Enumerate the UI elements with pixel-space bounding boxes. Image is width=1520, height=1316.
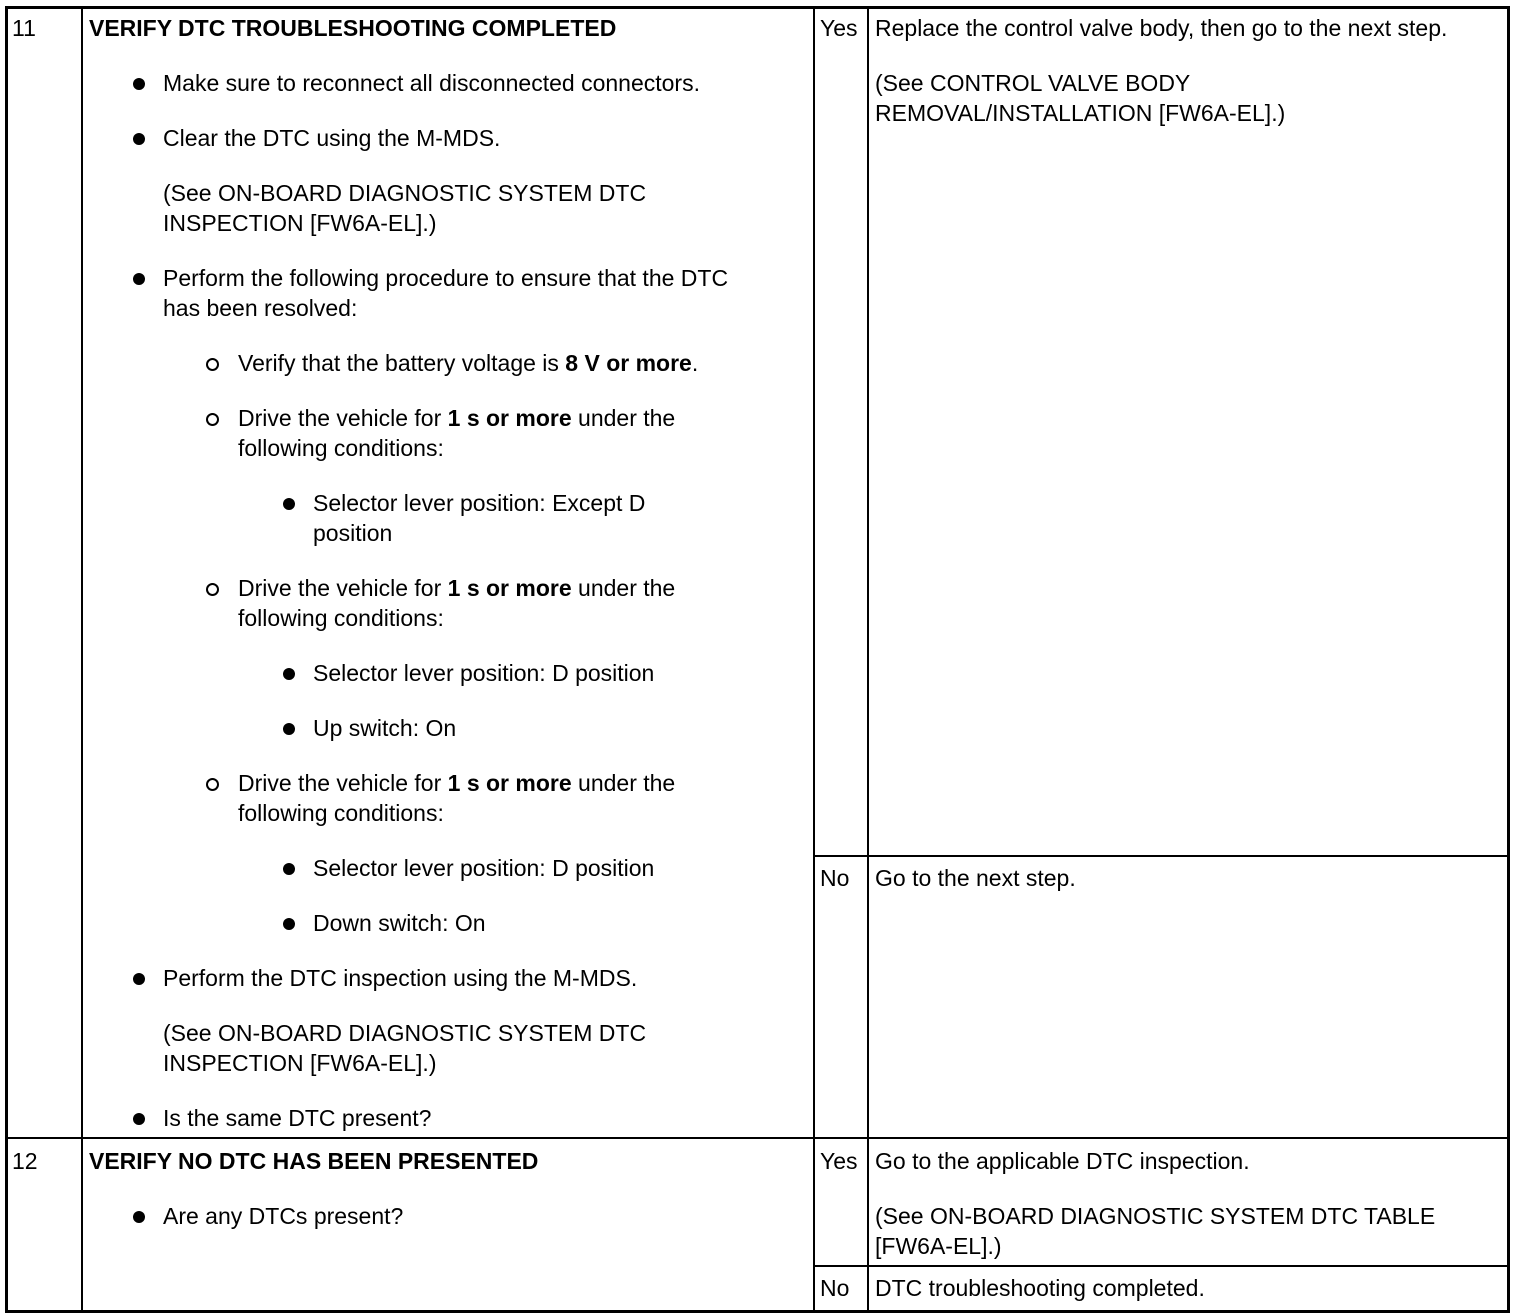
instruction-text: Make sure to reconnect all disconnected connectors.: [163, 70, 700, 96]
bullet-icon: [283, 668, 295, 680]
row-divider: [5, 1137, 1507, 1139]
result-divider-row12: [813, 1265, 1507, 1267]
condition-text: Down switch: On: [313, 910, 486, 936]
condition-text: position: [313, 520, 393, 546]
sub-instruction-text: following conditions:: [238, 435, 444, 461]
question-text: Are any DTCs present?: [163, 1203, 404, 1229]
bullet-icon: [133, 1113, 145, 1125]
yes-reference: (See CONTROL VALVE BODY: [875, 70, 1191, 96]
step-number: 12: [12, 1148, 38, 1174]
bullet-icon: [283, 498, 295, 510]
yes-action: Replace the control valve body, then go to the next step.: [875, 15, 1448, 41]
bullet-icon: [283, 863, 295, 875]
no-action: Go to the next step.: [875, 865, 1076, 891]
reference-text: (See ON-BOARD DIAGNOSTIC SYSTEM DTC: [163, 180, 647, 206]
instruction-text: has been resolved:: [163, 295, 358, 321]
column-divider-result: [867, 6, 869, 1310]
yes-reference: (See ON-BOARD DIAGNOSTIC SYSTEM DTC TABLE: [875, 1203, 1436, 1229]
condition-text: Selector lever position: D position: [313, 855, 655, 881]
bullet-icon: [133, 1211, 145, 1223]
sub-instruction-text: Drive the vehicle for 1 s or more under the: [238, 405, 676, 431]
reference-text: INSPECTION [FW6A-EL].): [163, 210, 437, 236]
circle-bullet-icon: [206, 358, 219, 371]
bullet-icon: [283, 723, 295, 735]
yes-reference: REMOVAL/INSTALLATION [FW6A-EL].): [875, 100, 1286, 126]
no-label: No: [820, 865, 850, 891]
sub-instruction-text: Verify that the battery voltage is 8 V or more.: [238, 350, 699, 376]
sub-instruction-text: Drive the vehicle for 1 s or more under the: [238, 770, 676, 796]
instruction-text: Perform the following procedure to ensure that the DTC: [163, 265, 729, 291]
yes-action: Go to the applicable DTC inspection.: [875, 1148, 1250, 1174]
result-divider-row11: [813, 855, 1507, 857]
bullet-icon: [133, 973, 145, 985]
sub-instruction-text: following conditions:: [238, 800, 444, 826]
circle-bullet-icon: [206, 413, 219, 426]
sub-instruction-text: Drive the vehicle for 1 s or more under the: [238, 575, 676, 601]
bullet-icon: [133, 273, 145, 285]
bullet-icon: [133, 133, 145, 145]
no-label: No: [820, 1275, 850, 1301]
yes-label: Yes: [820, 1148, 858, 1174]
circle-bullet-icon: [206, 583, 219, 596]
reference-text: (See ON-BOARD DIAGNOSTIC SYSTEM DTC: [163, 1020, 647, 1046]
yes-reference: [FW6A-EL].): [875, 1233, 1002, 1259]
circle-bullet-icon: [206, 778, 219, 791]
instruction-text: Perform the DTC inspection using the M-MDS.: [163, 965, 638, 991]
step-title: VERIFY NO DTC HAS BEEN PRESENTED: [89, 1148, 539, 1174]
instruction-text: Clear the DTC using the M-MDS.: [163, 125, 501, 151]
column-divider-step: [81, 6, 83, 1310]
question-text: Is the same DTC present?: [163, 1105, 432, 1131]
bullet-icon: [133, 78, 145, 90]
step-title: VERIFY DTC TROUBLESHOOTING COMPLETED: [89, 15, 617, 41]
condition-text: Selector lever position: Except D: [313, 490, 646, 516]
column-divider-action: [813, 6, 815, 1310]
reference-text: INSPECTION [FW6A-EL].): [163, 1050, 437, 1076]
condition-text: Selector lever position: D position: [313, 660, 655, 686]
no-action: DTC troubleshooting completed.: [875, 1275, 1205, 1301]
bullet-icon: [283, 918, 295, 930]
yes-label: Yes: [820, 15, 858, 41]
step-number: 11: [12, 15, 36, 41]
sub-instruction-text: following conditions:: [238, 605, 444, 631]
condition-text: Up switch: On: [313, 715, 457, 741]
